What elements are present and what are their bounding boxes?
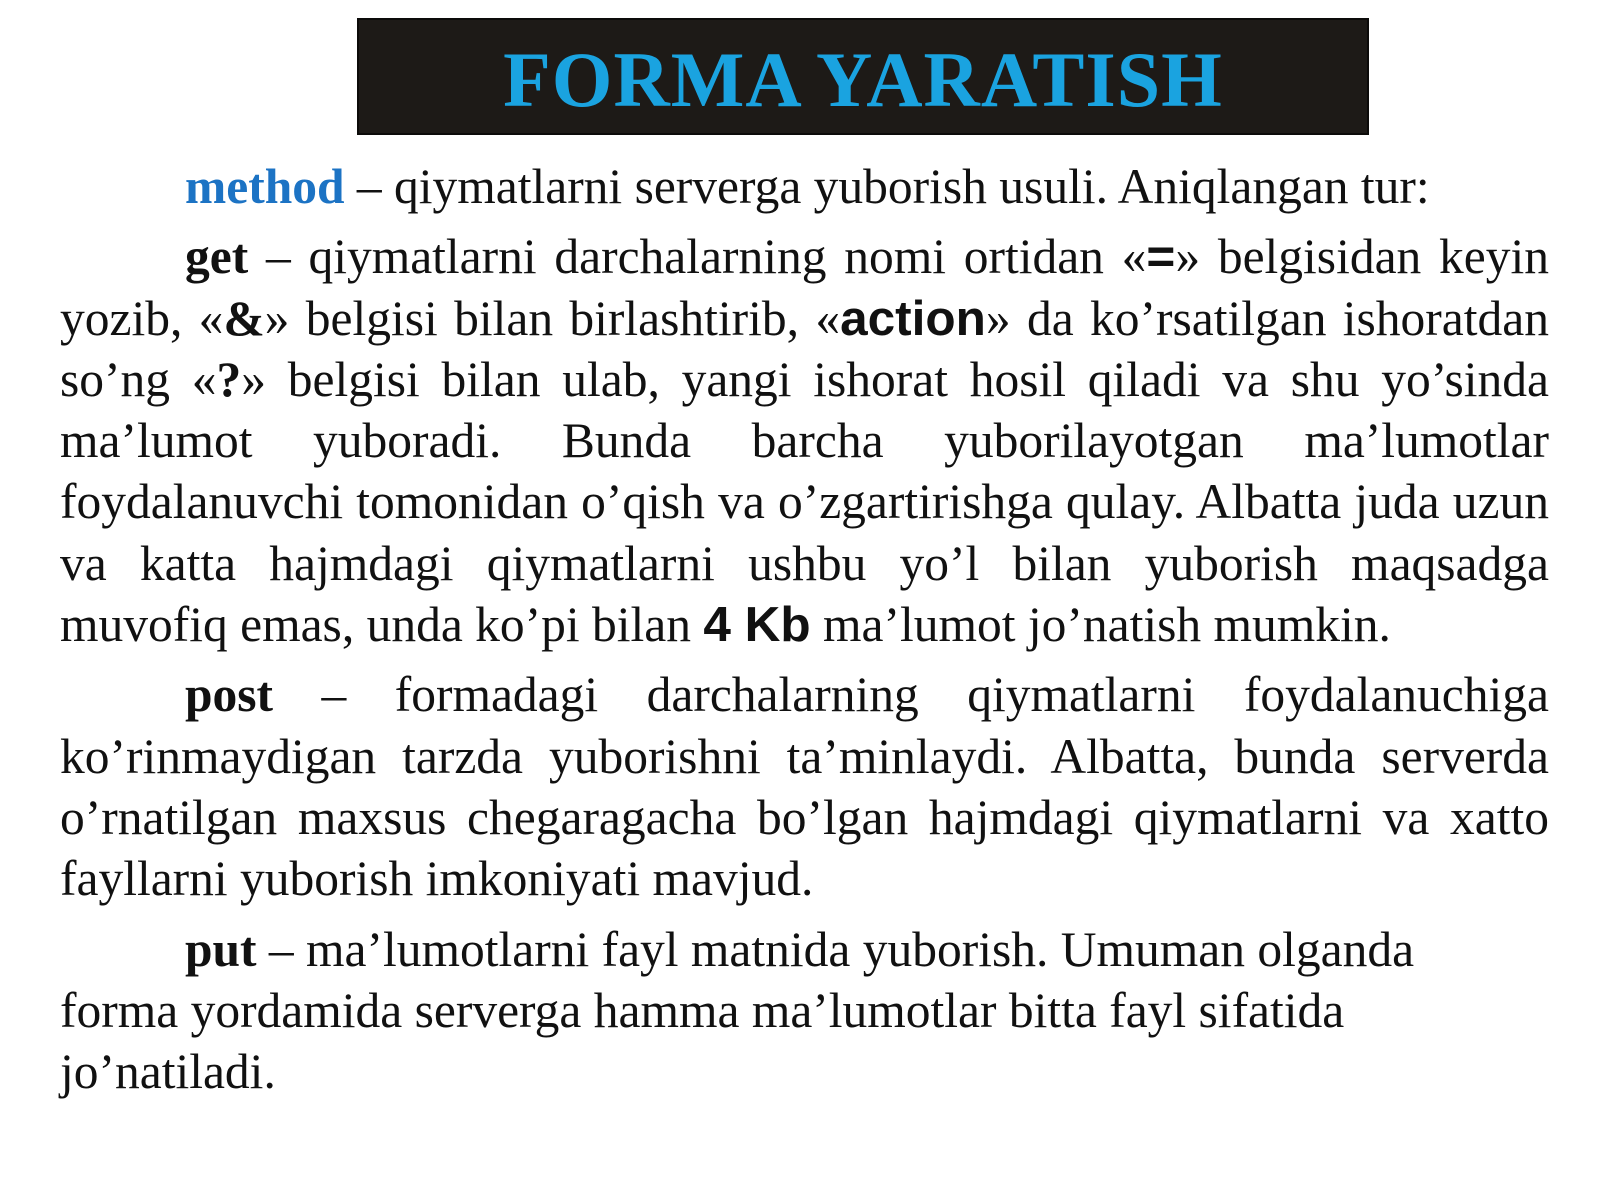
get-text-2: » belgisidan keyin yozib, « — [60, 229, 1550, 346]
get-text-1: – qiymatlarni darchalarning nomi ortidan « — [248, 229, 1147, 285]
paragraph-post — [60, 664, 1549, 909]
term-method: method — [185, 159, 345, 214]
equals-symbol: = — [1146, 229, 1176, 285]
get-text-4: » da ko’rsatilgan ishoratdan so’ng « — [60, 290, 1549, 407]
term-action: action — [840, 290, 986, 346]
slide-body — [60, 156, 1549, 1102]
paragraph-put — [60, 919, 1549, 1103]
term-post: post — [185, 667, 274, 723]
post-description: – formadagi darchalarning qiymatlarni foydalanuchiga ko’rinmaydigan tarzda yuborishni ta’minlaydi. Albatta, bunda serverda o’rnatilgan maxsus chegaragacha bo’lgan hajmdagi qiymatlarni va xatto fayllarni yuborish imkoniyati mavjud. — [60, 667, 1549, 907]
ampersand-symbol: & — [223, 290, 265, 346]
slide-title-banner — [357, 18, 1369, 135]
get-text-3: » belgisi bilan birlashtirib, « — [264, 290, 841, 346]
get-text-6: ma’lumot jo’natish mumkin. — [810, 597, 1391, 653]
paragraph-method — [60, 156, 1549, 217]
put-description-line-1: – ma’lumotlarni fayl matnida yuborish. Umuman olganda — [256, 921, 1415, 977]
get-text-5: » belgisi bilan ulab, yangi ishorat hosil qiladi va shu yo’sinda ma’lumot yuboradi. Bunda barcha yuborilayotgan ma’lumotlar foydalanuvchi tomonidan o’qish va o’zgartirishga qulay. Albatta juda uzun va katta hajmdagi qiymatlarni ushbu yo’l bilan yuborish maqsadga muvofiq emas, unda ko’pi bilan — [60, 351, 1549, 653]
put-description-line-2: forma yordamida serverga hamma ma’lumotlar bitta fayl sifatida — [60, 982, 1345, 1038]
term-get: get — [185, 229, 249, 285]
size-limit: 4 Kb — [703, 597, 811, 653]
put-description-line-3: jo’natiladi. — [60, 1044, 276, 1100]
question-symbol: ? — [216, 351, 242, 407]
method-description: – qiymatlarni serverga yuborish usuli. Aniqlangan tur: — [344, 159, 1430, 214]
term-put: put — [185, 921, 257, 977]
slide-title: FORMA YARATISH — [503, 35, 1223, 123]
paragraph-get — [60, 226, 1549, 655]
